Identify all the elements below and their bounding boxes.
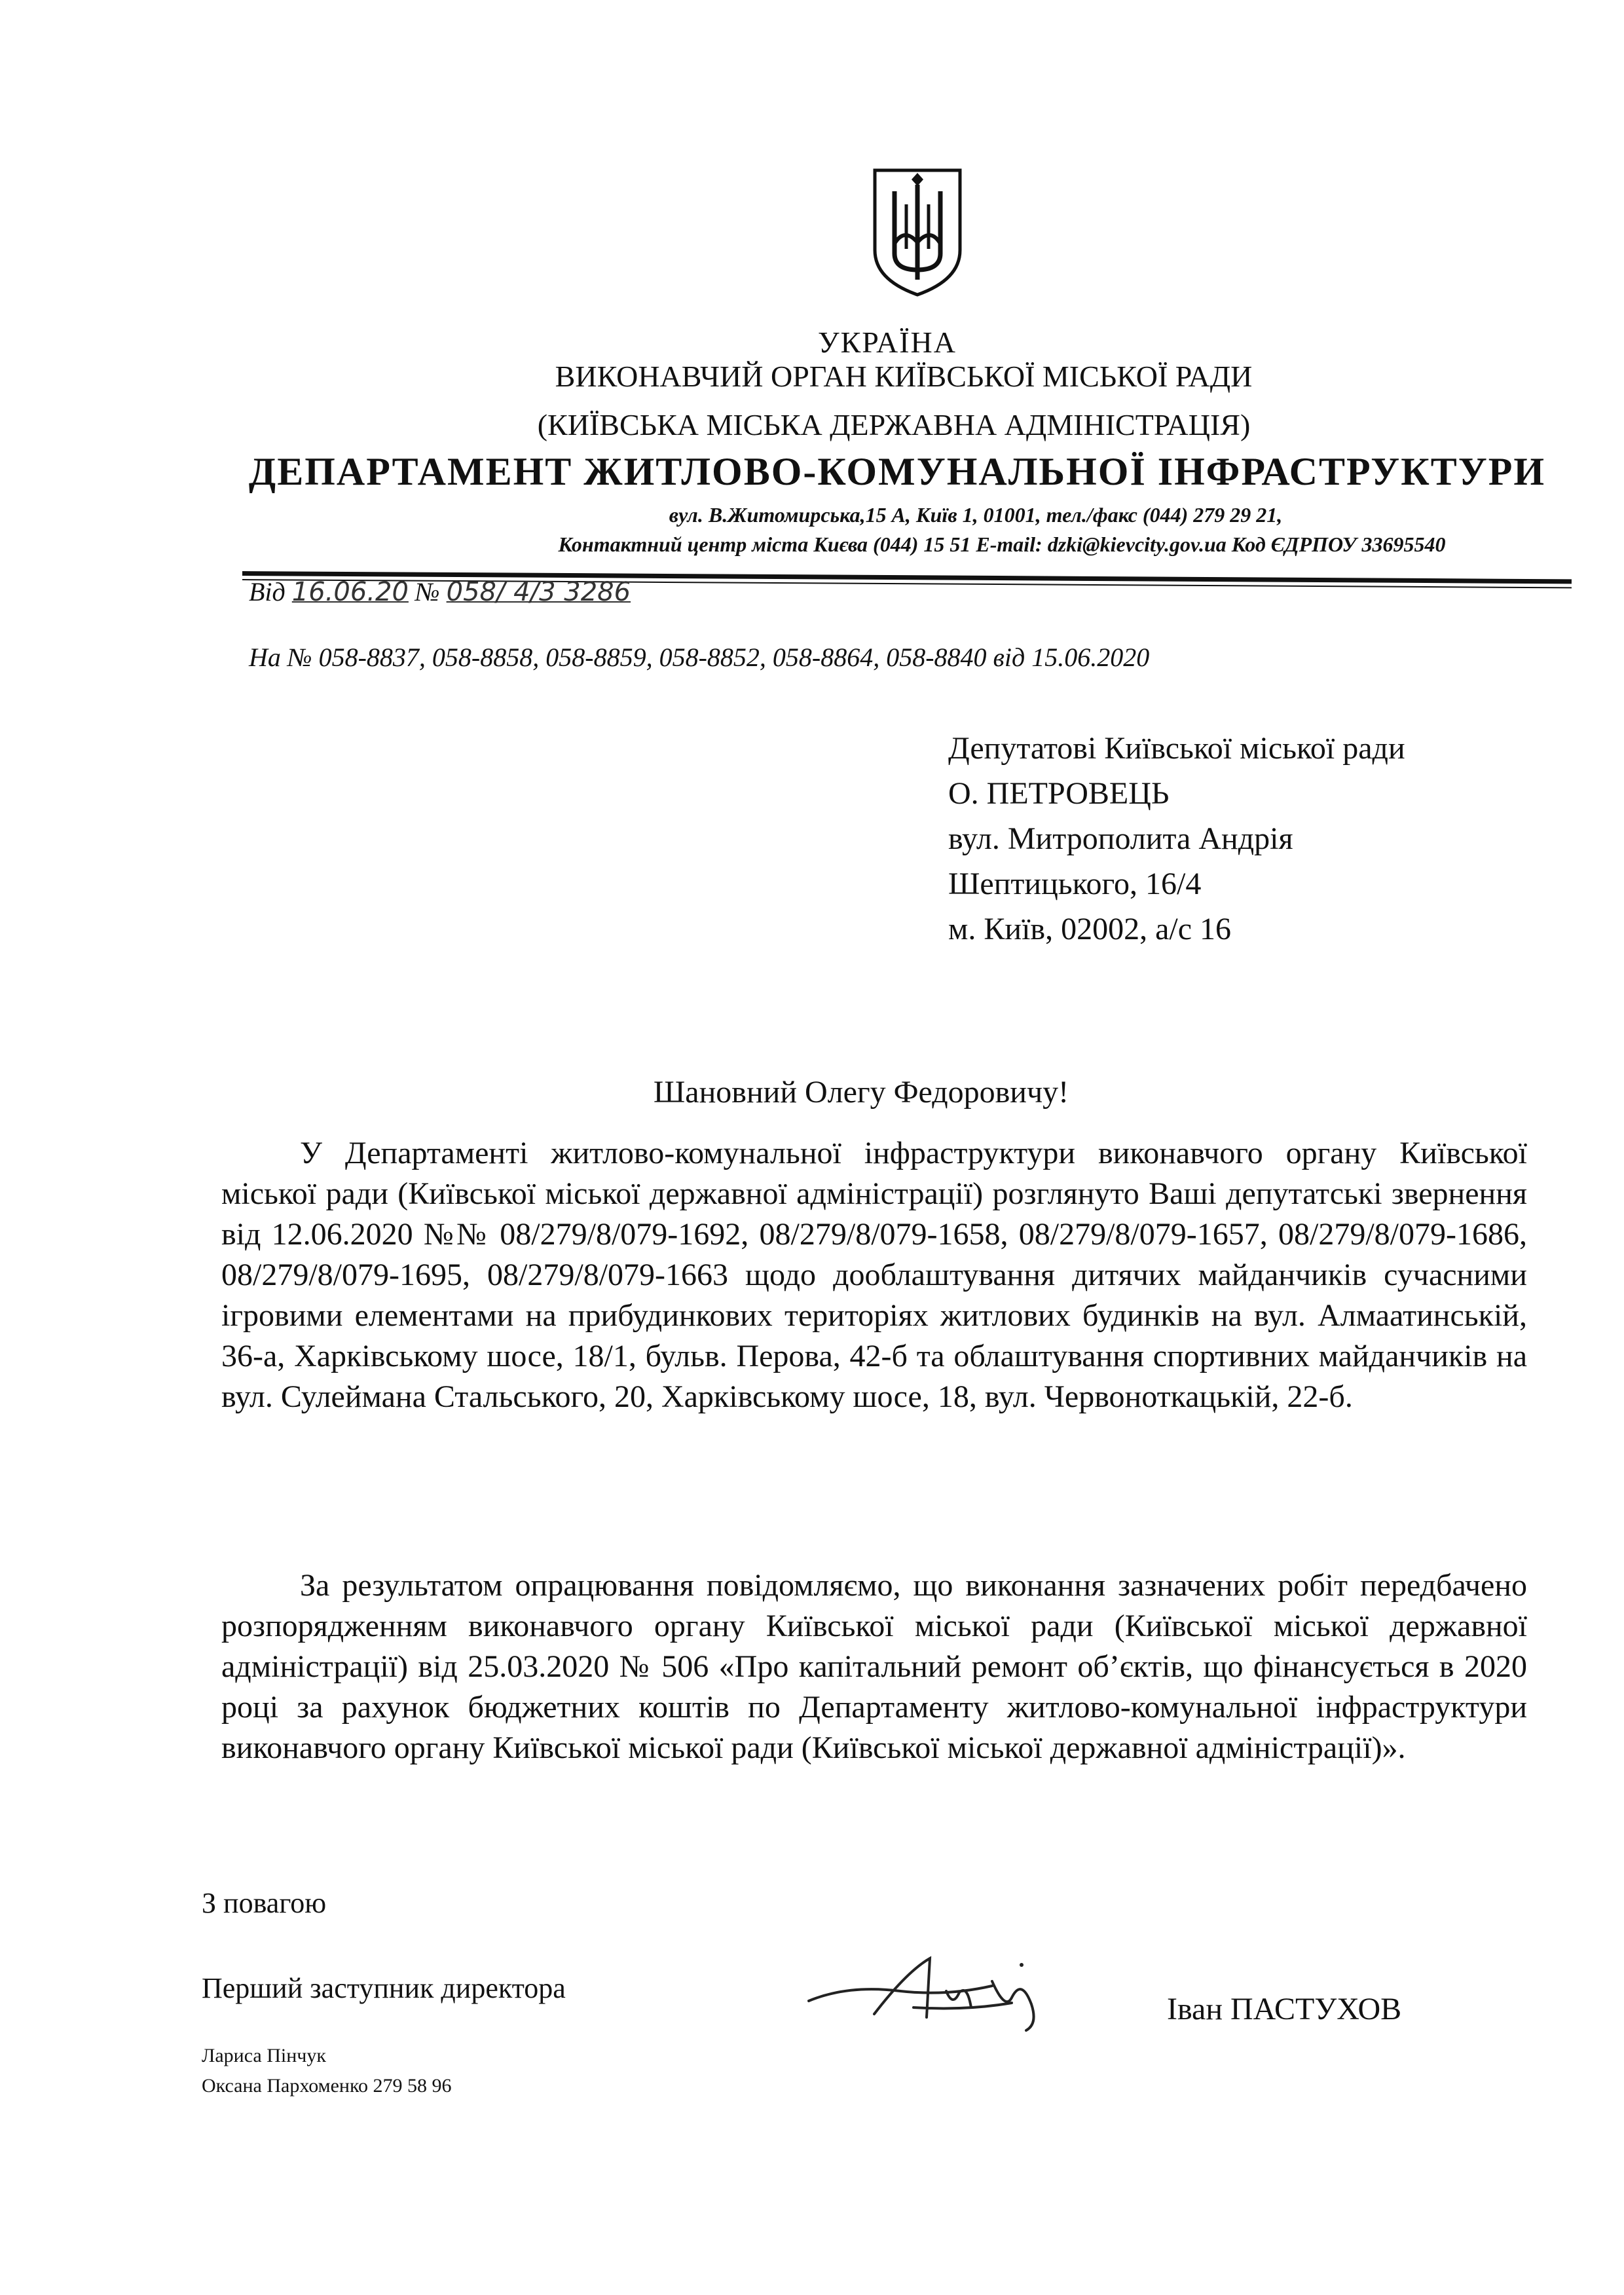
closing-regards: З повагою [202,1887,327,1919]
executor-line: Оксана Пархоменко 279 58 96 [202,2075,452,2097]
letterhead-department: ДЕПАРТАМЕНТ ЖИТЛОВО-КОМУНАЛЬНОЇ ІНФРАСТРУКТУРИ [248,450,1546,493]
addressee-line: Шептицького, 16/4 [948,867,1202,901]
letterhead-administration: (КИЇВСЬКА МІСЬКА ДЕРЖАВНА АДМІНІСТРАЦІЯ) [537,408,1251,441]
letterhead-contact: Контактний центр міста Києва (044) 15 51 E-mail: dzki@kievcity.gov.ua Код ЄДРПОУ 33695540 [558,532,1446,556]
body-paragraph: У Департаменті житлово-комунальної інфраструктури виконавчого органу Київської міської ради (Київської міської державної адміністрації) розглянуто Ваші депутатські звернення від 12.06.2020 №№ 08/279/8/079-1692, 08/279/8/079-1658, 08/279/8/079-1657, 08/279/8/079-1686, 08/279/8/079-1695, 08/279/8/079-1663 щодо дооблаштування дитячих майданчиків сучасними ігровими елементами на прибудинкових територіях житлових будинків на вул. Алмаатинській, 36-а, Харківському шосе, 18/1, бульв. Перова, 42-б та облаштування спортивних майданчиків на вул. Сулеймана Стальського, 20, Харківському шосе, 18, вул. Червоноткацькій, 22-б. [221,1136,1527,1414]
executor-line: Лариса Пінчук [202,2045,326,2066]
coat-of-arms-icon [868,165,967,299]
handwritten-date: 16.06.20 [291,577,409,607]
letterhead-address: вул. В.Житомирська,15 А, Київ 1, 01001, тел./факс (044) 279 29 21, [669,503,1283,527]
addressee-line: м. Київ, 02002, а/с 16 [948,912,1232,946]
handwritten-signature [796,1945,1123,2043]
outgoing-reference [249,576,631,607]
addressee-name: О. ПЕТРОВЕЦЬ [948,776,1170,811]
addressee-line: вул. Митрополита Андрія [948,821,1293,856]
body-paragraph: За результатом опрацювання повідомляємо, що виконання зазначених робіт передбачено розпорядженням виконавчого органу Київської міської ради (Київської міської державної адміністрації) від 25.03.2020 № 506 «Про капітальний ремонт об’єктів, що фінансується в 2020 році за рахунок бюджетних коштів по Департаменту житлово-комунальної інфраструктури виконавчого органу Київської міської ради (Київської міської державної адміністрації)». [221,1568,1527,1765]
addressee-block [948,726,1405,952]
letterhead-country: УКРАЇНА [818,326,957,359]
salutation: Шановний Олегу Федоровичу! [653,1075,1069,1110]
from-label: Від [249,577,286,606]
signer-position: Перший заступник директора [202,1972,566,2004]
handwritten-number: 058/ 4/3 3286 [446,577,631,607]
addressee-line: Депутатові Київської міської ради [948,731,1405,766]
letterhead-executive-body: ВИКОНАВЧИЙ ОРГАН КИЇВСЬКОЇ МІСЬКОЇ РАДИ [555,360,1253,393]
reply-to-reference: На № 058-8837, 058-8858, 058-8859, 058-8852, 058-8864, 058-8840 від 15.06.2020 [249,643,1150,672]
number-label: № [415,577,440,606]
signer-name: Іван ПАСТУХОВ [1167,1992,1402,2026]
